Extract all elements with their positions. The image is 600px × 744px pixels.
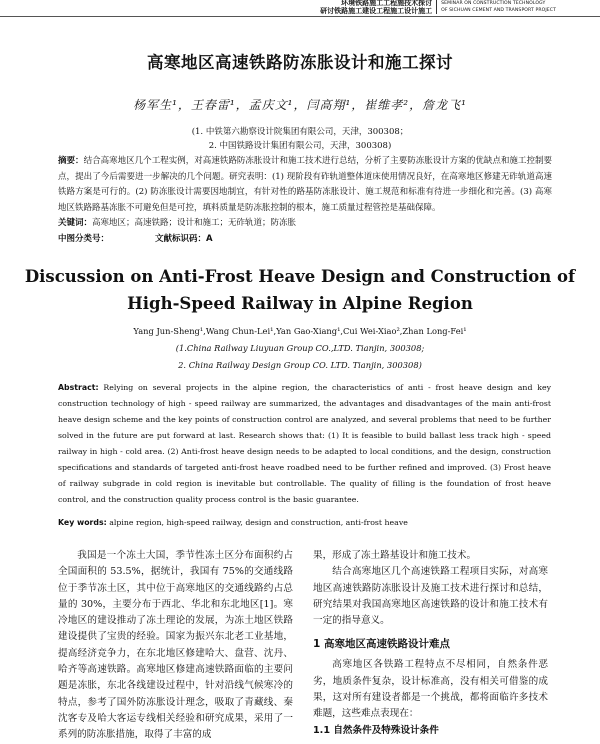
section-1-heading: 1 高寒地区高速铁路设计难点 — [313, 638, 450, 651]
abstract-cn-label: 摘要： — [58, 156, 84, 166]
keywords-cn — [58, 216, 296, 228]
keywords-en — [58, 518, 551, 527]
doc-code-value: A — [206, 234, 213, 244]
journal-name-cn — [320, 0, 432, 15]
doc-code-label: 文献标识码： — [155, 234, 207, 244]
section-1-1-heading: 1.1 自然条件及特殊设计条件 — [313, 724, 439, 736]
body-paragraph: 我国是一个冻土大国，季节性冻土区分布面积约占全国面积的 53.5%，据统计，我国有 75%的交通线路位于季节冻土区，其中位于高寒地区的交通线路约占总量的 30%，主要分布于西北、华北和东北地区[1]。寒冷地区的建设推动了冻土理论的发展，为冻土地区铁路建设提供了宝贵的经验。国家为振兴东北老工业基地，提高经济竞争力，在东北地区修建哈大、盘营、沈丹、哈齐等高速铁路。高寒地区修建高速铁路面临的主要问题是冻胀，东北各线建设过程中，针对沿线气候寒冷的特点，参考了国外防冻胀设计理念，吸取了青藏线、秦沈客专及哈大客运专线相关经验和研究成果，采用了一系列的防冻胀措施，取得了丰富的成 — [58, 550, 293, 741]
abstract-en-text: Relying on several projects in the alpine region, the characteristics of anti - frost heave design and key construction technology of high - speed railway are summarized, the advantages and disadvantages of the main anti-frost heave design scheme and the key points of construction control are analyzed, and several problems that need to be further solved in the future are put forward at last. Research shows that: (1) It is feasible to build ballast less track high - speed railway in high - cold area. (2) Anti-frost heave design needs to be adapted to local conditions, and the design, construction specifications and standards of targeted anti-frost heave roadbed need to be further refined and improved. (3) Frost heave of railway subgrade in cold region is inevitable but controllable. The quality of filling is the foundation of frost heave control, and the construction quality process control is the basic guarantee. — [58, 383, 551, 504]
affiliation-en-2: 2. China Railway Design Group CO. LTD. Tianjin, 300308) — [178, 360, 422, 370]
keywords-cn-label: 关键词： — [58, 218, 93, 228]
running-header — [320, 0, 556, 15]
header-rule — [0, 16, 600, 17]
body-paragraph: 果，形成了冻土路基设计和施工技术。 — [313, 550, 477, 561]
header-divider — [436, 0, 437, 14]
journal-name-en-line1: SEMINAR ON CONSTRUCTION TECHNOLOGY — [441, 1, 546, 6]
affiliation-en-1: (1.China Railway Liuyuan Group CO.,LTD. Tianjin, 300308; — [175, 343, 425, 353]
title-en-line1: Discussion on Anti-Frost Heave Design and Construction of — [24, 267, 576, 286]
keywords-cn-text: 高寒地区；高速铁路；设计和施工；无砟轨道；防冻胀 — [92, 218, 297, 228]
abstract-en-label: Abstract: — [58, 383, 99, 392]
authors-cn: 杨军生¹，王春雷¹，孟庆文¹，闫高翔¹，崔维孝²，詹龙飞¹ — [133, 98, 467, 112]
journal-name-cn-line2: 研讨铁路施工建设工程施工设计施工 — [320, 6, 433, 15]
authors-en: Yang Jun-Sheng¹,Wang Chun-Lei¹,Yan Gao-Xiang¹,Cui Wei-Xiao²,Zhan Long-Fei¹ — [133, 326, 467, 336]
body-paragraph: 结合高寒地区几个高速铁路工程项目实际，对高寒地区高速铁路防冻胀设计及施工技术进行探讨和总结，研究结果对我国高寒地区高速铁路的设计和施工技术有一定的指导意义。 — [313, 566, 548, 627]
journal-name-en — [441, 0, 556, 14]
abstract-cn-text: 结合高寒地区几个工程实例，对高速铁路防冻胀设计和施工技术进行总结，分析了主要防冻胀设计方案的优缺点和施工控制要点，提出了今后需要进一步解决的几个问题。研究表明：(1) 现阶段有砟轨道整体道床使用情况良好，在高寒地区修建无砟轨道高速铁路方案是可行的。(2) 防冻胀设计需要因地制宜，有针对性的路基防冻胀设计、施工规范和标准有待进一步细化和完善。(3) 高寒地区铁路路基冻胀不可避免但是可控，填料质量是防冻胀控制的根本，施工质量过程管控是基础保障。 — [58, 156, 552, 213]
body-column-left — [58, 548, 293, 744]
classification-line — [58, 232, 213, 244]
body-column-right — [313, 548, 548, 739]
affiliation-cn-1: (1. 中铁第六勘察设计院集团有限公司，天津，300308； — [191, 127, 409, 137]
title-cn: 高寒地区高速铁路防冻胀设计和施工探讨 — [147, 53, 453, 72]
abstract-cn — [58, 154, 552, 216]
keywords-en-label: Key words: — [58, 518, 107, 527]
journal-name-en-line2: OF SICHUAN CEMENT AND TRANSPORT PROJECT — [441, 8, 556, 13]
abstract-en — [58, 380, 551, 508]
journal-name-cn-line1: 环境铁路施工工程施技术探讨 — [341, 0, 433, 7]
title-en-line2: High-Speed Railway in Alpine Region — [127, 294, 473, 313]
body-paragraph: 高寒地区各铁路工程特点不尽相同，自然条件恶劣，地质条件复杂，设计标准高，没有相关可借鉴的成果，这对所有建设者都是一个挑战，都将面临许多技术难题，这些难点表现在： — [313, 659, 548, 720]
affiliation-cn-2: 2. 中国铁路设计集团有限公司，天津，300308) — [208, 141, 392, 151]
clc-label: 中图分类号： — [58, 234, 110, 244]
title-en — [0, 263, 600, 317]
keywords-en-text: alpine region, high-speed railway, design and construction, anti-frost heave — [109, 518, 408, 527]
